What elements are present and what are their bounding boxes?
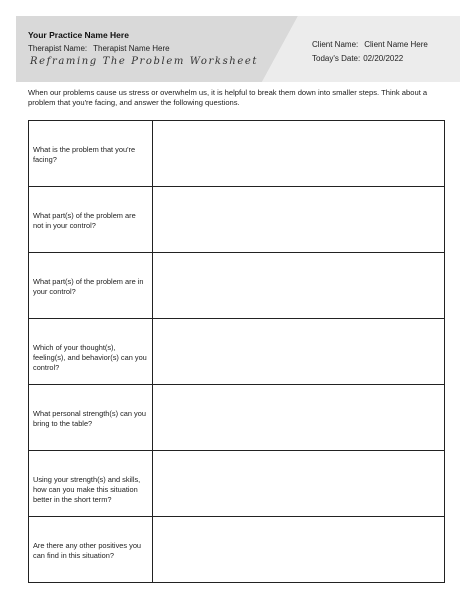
question-text: Are there any other positives you can find in this situation? [33, 541, 142, 560]
question-text: Which of your thought(s), feeling(s), and behavior(s) can you control? [33, 343, 147, 372]
question-cell [29, 187, 153, 253]
question-cell [29, 385, 153, 451]
question-cell [29, 451, 153, 517]
intro-paragraph: When our problems cause us stress or overwhelm us, it is helpful to break them down into smaller steps. Think about a problem that you're facing, and answer the following questions. [28, 88, 428, 107]
question-cell [29, 319, 153, 385]
question-cell [29, 253, 153, 319]
question-text: What part(s) of the problem are in your control? [33, 277, 144, 296]
therapist-value: Therapist Name Here [93, 44, 170, 53]
date-value: 02/20/2022 [363, 54, 404, 63]
question-text: What is the problem that you're facing? [33, 145, 136, 164]
answer-cell[interactable] [153, 319, 445, 385]
worksheet-title: Reframing The Problem Worksheet [30, 56, 258, 67]
answer-cell[interactable] [153, 385, 445, 451]
question-row [29, 121, 445, 187]
date-label: Today's Date: [312, 54, 361, 63]
question-row [29, 253, 445, 319]
question-row [29, 517, 445, 583]
question-text: Using your strength(s) and skills, how can you make this situation better in the short term? [33, 475, 141, 504]
question-cell [29, 517, 153, 583]
question-table [28, 120, 445, 583]
client-label: Client Name: [312, 40, 359, 49]
answer-cell[interactable] [153, 517, 445, 583]
question-row [29, 385, 445, 451]
question-text: What part(s) of the problem are not in your control? [33, 211, 136, 230]
question-row [29, 451, 445, 517]
answer-cell[interactable] [153, 187, 445, 253]
client-line [312, 40, 428, 49]
question-text: What personal strength(s) can you bring to the table? [33, 409, 146, 428]
question-cell [29, 121, 153, 187]
client-value: Client Name Here [364, 40, 428, 49]
answer-cell[interactable] [153, 451, 445, 517]
therapist-label: Therapist Name: [28, 44, 88, 53]
date-line [312, 54, 403, 63]
question-row [29, 187, 445, 253]
answer-cell[interactable] [153, 253, 445, 319]
question-row [29, 319, 445, 385]
practice-name: Your Practice Name Here [28, 30, 129, 40]
answer-cell[interactable] [153, 121, 445, 187]
therapist-line [28, 44, 170, 53]
